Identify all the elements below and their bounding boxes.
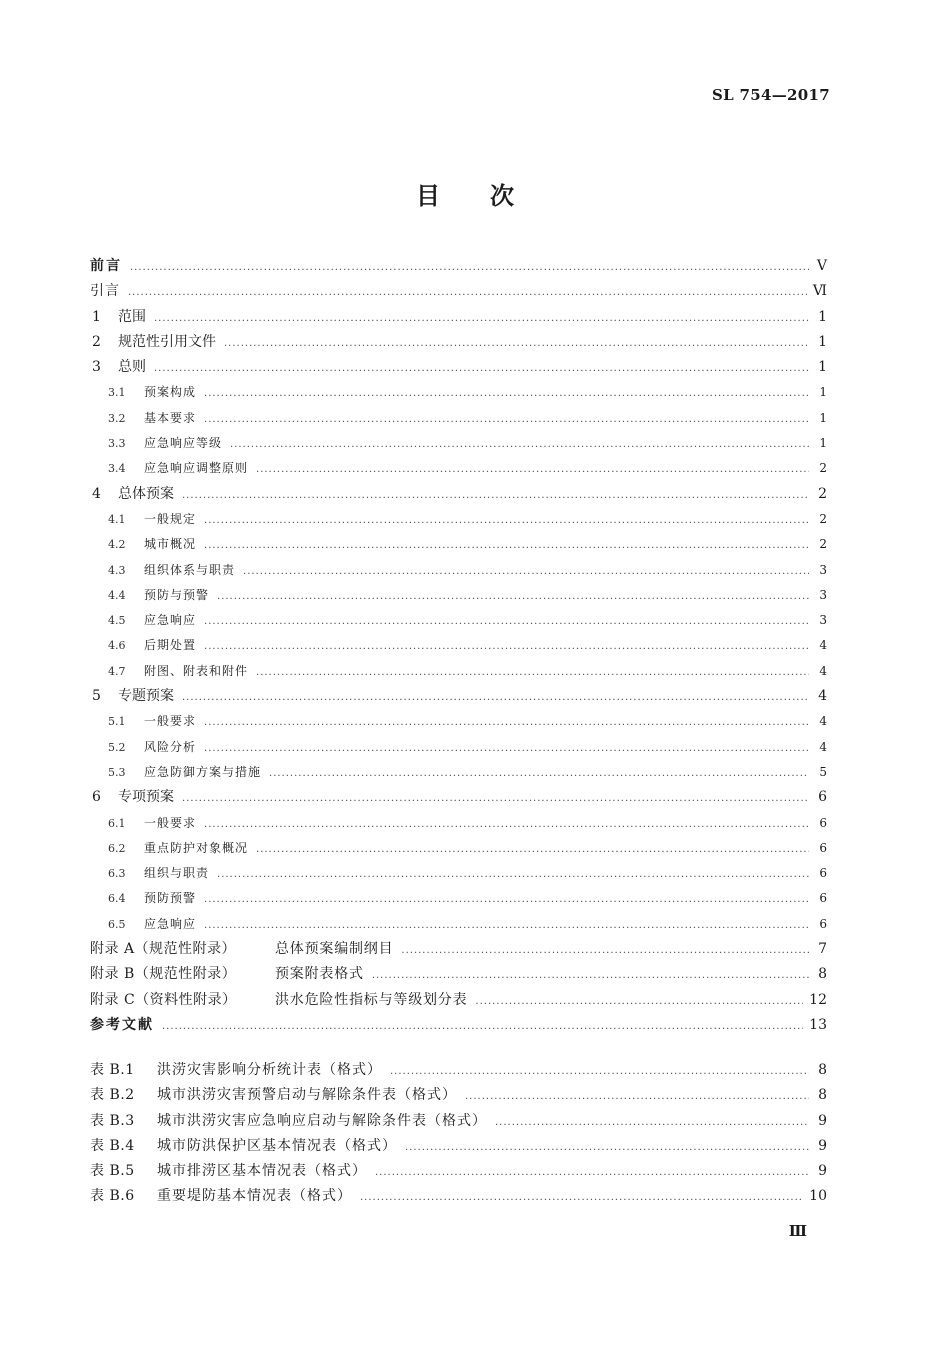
entry-title: 预案附表格式	[275, 966, 364, 983]
entry-number: 附录 A（规范性附录）	[90, 941, 237, 958]
entry-number: 5	[92, 688, 101, 705]
toc-entry[interactable]	[90, 988, 827, 1013]
entry-page-number: 9	[818, 1163, 827, 1180]
entry-number: 6.3	[108, 867, 126, 881]
entry-number: 4.6	[108, 639, 126, 653]
entry-number: 3.4	[108, 462, 126, 476]
entry-page-number: 8	[818, 1087, 827, 1104]
entry-number: 6.4	[108, 892, 126, 906]
entry-number: 附录 C（资料性附录）	[90, 991, 237, 1008]
toc-entry[interactable]	[90, 811, 827, 836]
page-title: 目次	[416, 181, 564, 210]
toc-entry[interactable]	[90, 659, 827, 684]
toc-entry[interactable]	[90, 583, 827, 608]
entry-title: 洪水危险性指标与等级划分表	[275, 991, 468, 1008]
entry-number: 表 B.6	[90, 1188, 135, 1205]
entry-page-number: 6	[819, 840, 827, 855]
dot-leader	[401, 938, 809, 963]
entry-number: 5.2	[108, 740, 126, 754]
entry-title: 一般要求	[144, 815, 197, 830]
toc-entry[interactable]	[90, 305, 827, 330]
toc-entry[interactable]	[90, 684, 827, 709]
dot-leader	[465, 1084, 809, 1109]
dot-leader	[495, 1110, 809, 1135]
entry-page-number: 2	[819, 537, 827, 552]
dot-leader	[204, 887, 809, 912]
toc-entry[interactable]	[90, 355, 827, 380]
entry-title: 规范性引用文件	[118, 333, 216, 350]
entry-title: 城市排涝区基本情况表（格式）	[157, 1163, 367, 1180]
entry-page-number: Ⅴ	[816, 258, 827, 274]
entry-page-number: 2	[818, 485, 827, 502]
dot-leader	[204, 508, 809, 533]
dot-leader	[372, 963, 809, 988]
dot-leader	[162, 1014, 803, 1039]
entry-page-number: 13	[809, 1016, 827, 1033]
dot-leader	[230, 432, 809, 457]
entry-title: 引言	[90, 283, 120, 300]
entry-number: 2	[92, 333, 101, 350]
table-of-contents	[90, 254, 827, 1038]
dot-leader	[256, 837, 809, 862]
entry-page-number: 4	[819, 663, 827, 678]
list-of-tables	[90, 1058, 827, 1210]
entry-page-number: 1	[818, 333, 827, 350]
entry-title: 应急响应等级	[144, 436, 223, 451]
entry-page-number: 6	[819, 815, 827, 830]
entry-title: 应急响应调整原则	[144, 461, 249, 476]
entry-number: 1	[92, 308, 101, 325]
entry-number: 3.1	[108, 386, 126, 400]
dot-leader	[475, 989, 803, 1014]
dot-leader	[204, 533, 809, 558]
dot-leader	[217, 584, 809, 609]
entry-title: 专题预案	[118, 688, 174, 705]
entry-page-number: 4	[819, 739, 827, 754]
entry-title: 一般要求	[144, 714, 197, 729]
toc-entry[interactable]	[90, 532, 827, 557]
dot-leader	[204, 812, 809, 837]
entry-number: 6.5	[108, 917, 126, 931]
entry-title: 一般规定	[144, 511, 197, 526]
entry-number: 3.2	[108, 411, 126, 425]
entry-title: 应急防御方案与措施	[144, 764, 262, 779]
entry-page-number: 3	[819, 587, 827, 602]
entry-number: 6.2	[108, 841, 126, 855]
entry-page-number: 6	[819, 916, 827, 931]
entry-page-number: 12	[809, 991, 827, 1008]
entry-page-number: 6	[818, 789, 827, 806]
entry-title: 城市洪涝灾害预警启动与解除条件表（格式）	[157, 1087, 457, 1104]
dot-leader	[375, 1160, 809, 1185]
entry-page-number: 6	[819, 866, 827, 881]
toc-entry[interactable]	[90, 507, 827, 532]
toc-entry[interactable]	[90, 482, 827, 507]
dot-leader	[204, 710, 809, 735]
entry-title: 应急响应	[144, 916, 197, 931]
entry-number: 3	[92, 359, 101, 376]
entry-title: 重点防护对象概况	[144, 840, 249, 855]
toc-entry[interactable]	[90, 279, 827, 304]
entry-number: 6	[92, 789, 101, 806]
table-list-entry[interactable]	[90, 1159, 827, 1184]
entry-page-number: 1	[818, 359, 827, 376]
toc-entry[interactable]	[90, 380, 827, 405]
dot-leader	[256, 660, 809, 685]
entry-title: 后期处置	[144, 638, 197, 653]
entry-number: 4.1	[108, 512, 126, 526]
entry-title: 总体预案编制纲目	[275, 941, 394, 958]
page-number: Ⅲ	[788, 1222, 807, 1240]
dot-leader	[130, 255, 809, 280]
toc-entry[interactable]	[90, 406, 827, 431]
entry-page-number: 4	[818, 688, 827, 705]
toc-entry[interactable]	[90, 937, 827, 962]
dot-leader	[154, 356, 809, 381]
toc-entry[interactable]	[90, 962, 827, 987]
toc-entry[interactable]	[90, 608, 827, 633]
entry-title: 重要堤防基本情况表（格式）	[157, 1188, 352, 1205]
entry-title: 预防与预警	[144, 587, 210, 602]
entry-page-number: 1	[819, 410, 827, 425]
dot-leader	[204, 634, 809, 659]
dot-leader	[204, 913, 809, 938]
entry-title: 范围	[118, 308, 146, 325]
entry-number: 表 B.5	[90, 1163, 135, 1180]
table-list-entry[interactable]	[90, 1083, 827, 1108]
toc-entry[interactable]	[90, 330, 827, 355]
entry-page-number: 9	[818, 1112, 827, 1129]
entry-title: 预案构成	[144, 385, 197, 400]
toc-entry[interactable]	[90, 785, 827, 810]
entry-title: 城市概况	[144, 537, 197, 552]
entry-number: 表 B.2	[90, 1087, 135, 1104]
entry-page-number: 1	[819, 436, 827, 451]
entry-title: 预防预警	[144, 891, 197, 906]
entry-title: 应急响应	[144, 613, 197, 628]
entry-title: 附图、附表和附件	[144, 663, 249, 678]
entry-page-number: 6	[819, 891, 827, 906]
entry-number: 3.3	[108, 437, 126, 451]
table-list-entry[interactable]	[90, 1058, 827, 1083]
standard-code: SL 754—2017	[712, 86, 830, 104]
entry-page-number: 3	[819, 562, 827, 577]
entry-title: 总则	[118, 359, 146, 376]
toc-entry[interactable]	[90, 912, 827, 937]
toc-entry[interactable]	[90, 836, 827, 861]
dot-leader	[224, 331, 809, 356]
table-list-entry[interactable]	[90, 1109, 827, 1134]
entry-title: 组织体系与职责	[144, 562, 236, 577]
dot-leader	[204, 736, 809, 761]
entry-number: 4.4	[108, 588, 126, 602]
dot-leader	[243, 559, 809, 584]
entry-page-number: 4	[819, 638, 827, 653]
entry-title: 专项预案	[118, 789, 174, 806]
dot-leader	[269, 761, 809, 786]
entry-page-number: 1	[819, 385, 827, 400]
toc-entry[interactable]	[90, 760, 827, 785]
entry-page-number: 2	[819, 511, 827, 526]
entry-number: 表 B.3	[90, 1112, 135, 1129]
entry-number: 4.7	[108, 664, 126, 678]
dot-leader	[405, 1135, 809, 1160]
entry-number: 表 B.1	[90, 1062, 135, 1078]
dot-leader	[256, 457, 809, 482]
entry-page-number: 4	[819, 714, 827, 729]
entry-number: 6.1	[108, 816, 126, 830]
entry-page-number: 8	[818, 1062, 827, 1078]
entry-page-number: Ⅵ	[812, 283, 827, 300]
entry-title: 总体预案	[118, 485, 174, 502]
entry-number: 4	[92, 485, 101, 502]
toc-entry[interactable]	[90, 431, 827, 456]
entry-page-number: 3	[819, 613, 827, 628]
dot-leader	[390, 1059, 809, 1084]
entry-title: 洪涝灾害影响分析统计表（格式）	[157, 1062, 382, 1078]
entry-number: 4.5	[108, 614, 126, 628]
entry-number: 4.3	[108, 563, 126, 577]
entry-title: 组织与职责	[144, 866, 210, 881]
entry-page-number: 7	[818, 941, 827, 958]
dot-leader	[154, 306, 809, 331]
dot-leader	[204, 381, 809, 406]
entry-title: 城市洪涝灾害应急响应启动与解除条件表（格式）	[157, 1112, 487, 1129]
dot-leader	[182, 685, 809, 710]
entry-number: 附录 B（规范性附录）	[90, 966, 237, 983]
entry-page-number: 5	[819, 764, 827, 779]
toc-entry[interactable]	[90, 735, 827, 760]
entry-number: 5.1	[108, 715, 126, 729]
entry-title: 风险分析	[144, 739, 197, 754]
entry-title: 参考文献	[90, 1016, 154, 1033]
entry-title: 前言	[90, 258, 122, 274]
toc-entry[interactable]	[90, 456, 827, 481]
dot-leader	[204, 407, 809, 432]
dot-leader	[217, 862, 809, 887]
toc-entry[interactable]	[90, 886, 827, 911]
table-list-entry[interactable]	[90, 1134, 827, 1159]
toc-entry[interactable]	[90, 861, 827, 886]
table-list-entry[interactable]	[90, 1184, 827, 1209]
dot-leader	[360, 1185, 803, 1210]
toc-entry[interactable]	[90, 254, 827, 279]
dot-leader	[182, 483, 809, 508]
entry-page-number: 1	[818, 308, 827, 325]
toc-entry[interactable]	[90, 558, 827, 583]
entry-page-number: 8	[818, 966, 827, 983]
dot-leader	[182, 786, 809, 811]
toc-entry[interactable]	[90, 1013, 827, 1038]
dot-leader	[204, 609, 809, 634]
dot-leader	[128, 280, 807, 305]
entry-title: 城市防洪保护区基本情况表（格式）	[157, 1137, 397, 1154]
entry-number: 5.3	[108, 765, 126, 779]
toc-entry[interactable]	[90, 633, 827, 658]
entry-title: 基本要求	[144, 410, 197, 425]
entry-number: 表 B.4	[90, 1137, 135, 1154]
entry-page-number: 2	[819, 461, 827, 476]
entry-page-number: 9	[818, 1137, 827, 1154]
toc-entry[interactable]	[90, 709, 827, 734]
entry-number: 4.2	[108, 538, 126, 552]
entry-page-number: 10	[809, 1188, 827, 1205]
